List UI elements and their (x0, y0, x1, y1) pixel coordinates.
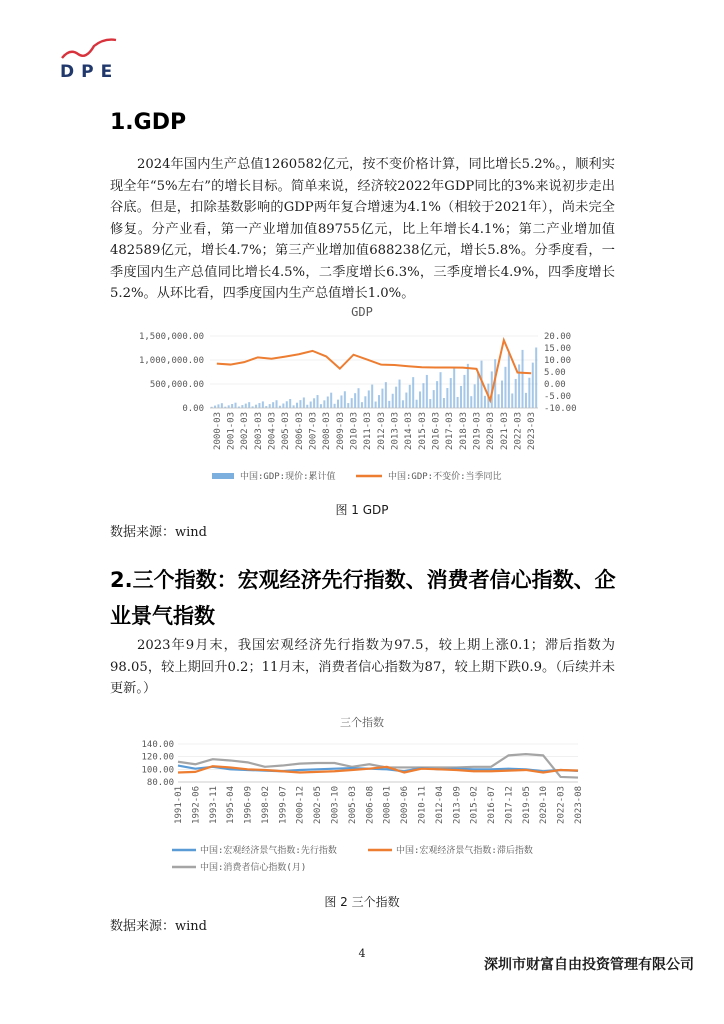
gdp-bar (484, 396, 486, 408)
gdp-bar (511, 393, 513, 408)
gdp-bar (477, 372, 479, 408)
index-series-line (178, 754, 578, 777)
gdp-bar (217, 404, 219, 408)
x-tick-label: 2003-10 (330, 786, 341, 824)
legend-label-consumer: 中国:消费者信心指数(月) (200, 863, 307, 873)
figure-1-caption: 图 1 GDP (335, 503, 389, 517)
gdp-bar (436, 381, 438, 408)
legend-label-lagging: 中国:宏观经济景气指数:滞后指数 (396, 846, 533, 856)
gdp-bar (296, 403, 298, 408)
gdp-bar (378, 395, 380, 408)
gdp-bar (289, 399, 291, 408)
figure-2-caption: 图 2 三个指数 (324, 895, 400, 909)
gdp-bar (474, 384, 476, 408)
logo-text: DPE (60, 62, 120, 82)
x-tick-label: 1999-07 (278, 786, 289, 824)
gdp-bar (501, 381, 503, 408)
y-right-tick-label: 10.00 (544, 356, 572, 366)
y-left-tick-label: 1,500,000.00 (138, 332, 204, 342)
gdp-chart (110, 298, 615, 496)
indices-chart-title: 三个指数 (340, 716, 384, 729)
gdp-bar (231, 404, 233, 408)
x-tick-label: 2023-03 (527, 412, 538, 450)
x-tick-label: 2009-06 (400, 786, 411, 824)
gdp-bar (371, 385, 373, 408)
gdp-bar (323, 400, 325, 408)
x-tick-label: 2006-08 (365, 786, 376, 824)
gdp-bar (388, 401, 390, 408)
gdp-bar (248, 402, 250, 408)
gdp-bar (282, 404, 284, 408)
gdp-bar (498, 394, 500, 408)
y-left-tick-label: 500,000.00 (149, 380, 204, 390)
gdp-bar (518, 364, 520, 408)
gdp-bar (306, 405, 308, 408)
x-tick-label: 1993-11 (208, 786, 219, 824)
gdp-bar (340, 395, 342, 408)
x-tick-label: 2016-07 (487, 786, 498, 824)
x-tick-label: 2012-03 (376, 412, 387, 450)
gdp-bar (508, 353, 510, 408)
gdp-bar (463, 375, 465, 408)
gdp-bar (358, 388, 360, 408)
gdp-bar (303, 397, 305, 408)
page-number: 4 (358, 947, 366, 960)
x-tick-label: 1996-09 (243, 786, 254, 824)
y-right-tick-label: -5.00 (544, 392, 572, 402)
gdp-bar (330, 393, 332, 408)
x-tick-label: 2015-03 (417, 412, 428, 450)
legend-label-leading: 中国:宏观经济景气指数:先行指数 (200, 846, 337, 856)
x-tick-label: 1995-04 (226, 786, 237, 824)
gdp-bar (269, 404, 271, 408)
gdp-bar (535, 347, 537, 408)
footer-company-name: 深圳市财富自由投资管理有限公司 (484, 957, 694, 973)
y-tick-label: 140.00 (141, 740, 174, 750)
gdp-bar (399, 380, 401, 408)
x-tick-label: 2005-03 (281, 412, 292, 450)
gdp-bar (368, 390, 370, 408)
y-tick-label: 120.00 (141, 752, 174, 763)
x-tick-label: 2008-03 (322, 412, 333, 450)
x-tick-label: 2014-03 (404, 412, 415, 450)
gdp-bar (235, 403, 237, 408)
figure-2-source: 数据来源：wind (110, 919, 207, 934)
gdp-bar (433, 390, 435, 408)
gdp-bar (429, 399, 431, 408)
gdp-bar (347, 403, 349, 408)
gdp-bar (467, 364, 469, 408)
x-tick-label: 2000-12 (295, 786, 306, 824)
gdp-bar (392, 394, 394, 408)
y-tick-label: 80.00 (146, 778, 174, 788)
gdp-bar (262, 401, 264, 408)
gdp-bar (317, 395, 319, 408)
y-right-tick-label: 5.00 (544, 368, 566, 378)
gdp-bar (272, 402, 274, 408)
x-tick-label: 1998-02 (260, 786, 271, 824)
y-right-tick-label: 20.00 (544, 332, 572, 342)
x-tick-label: 2002-05 (313, 786, 324, 824)
gdp-bar (460, 386, 462, 408)
gdp-bar (255, 405, 257, 408)
gdp-bar (221, 403, 223, 408)
x-tick-label: 2013-09 (452, 786, 463, 824)
gdp-paragraph-text: 2024年国内生产总值1260582亿元，按不变价格计算，同比增长5.2%。，顺利实现全年“5%左右”的增长目标。简单来说，经济较2022年GDP同比的3%来说初步走出谷底。但是，扣除基数影响的GDP两年复合增速为4.1%（相较于2021年），尚未完全修复。分产业看，第一产业增加值89755亿元，比上年增长4.1%；第二产业增加值482589亿元，增长4.7%；第三产业增加值688238亿元，增长5.8%。分季度看，一季度国内生产总值同比增长4.5%，二季度增长6.3%，三季度增长4.9%，四季度增长 5.2%。从环比看，四季度国内生产总值增长1.0%。 (110, 157, 615, 301)
gdp-bar (450, 378, 452, 408)
x-tick-label: 2004-03 (267, 412, 278, 450)
x-tick-label: 2007-03 (308, 412, 319, 450)
gdp-bar (470, 396, 472, 408)
section-heading-indices: 2.三个指数：宏观经济先行指数、消费者信心指数、企业景气指数 (110, 568, 616, 628)
gdp-bar (443, 398, 445, 408)
indices-paragraph-text: 2023年9月末，我国宏观经济先行指数为97.5，较上期上涨0.1；滞后指数为98.05，较上期回升0.2；11月末，消费者信心指数为87，较上期下跌0.9。（后续并未更新。） (110, 638, 615, 696)
y-tick-label: 100.00 (141, 765, 174, 776)
gdp-bar (354, 393, 356, 408)
x-tick-label: 2002-03 (240, 412, 251, 450)
x-tick-label: 2015-02 (469, 786, 480, 824)
gdp-growth-line (217, 340, 531, 400)
x-tick-label: 2011-03 (363, 412, 374, 450)
x-tick-label: 2019-03 (472, 412, 483, 450)
gdp-bar (457, 397, 459, 408)
gdp-chart-title: GDP (351, 305, 373, 319)
legend-label-bars: 中国:GDP:现价:累计值 (240, 472, 336, 482)
x-tick-label: 2013-03 (390, 412, 401, 450)
gdp-bar (310, 402, 312, 408)
gdp-paragraph (110, 154, 615, 305)
gdp-bar (409, 385, 411, 408)
y-left-tick-label: 0.00 (182, 404, 204, 414)
gdp-bar (416, 400, 418, 408)
x-tick-label: 2020-03 (486, 412, 497, 450)
x-tick-label: 2010-03 (349, 412, 360, 450)
gdp-bar (395, 387, 397, 408)
gdp-bar (241, 405, 243, 408)
gdp-bar (320, 404, 322, 408)
x-tick-label: 2022-03 (513, 412, 524, 450)
gdp-bar (515, 379, 517, 408)
gdp-bar (351, 398, 353, 408)
x-tick-label: 2012-04 (434, 786, 445, 824)
gdp-bar (286, 401, 288, 408)
gdp-bar (258, 403, 260, 408)
x-tick-label: 2020-10 (539, 786, 550, 824)
x-tick-label: 2009-03 (335, 412, 346, 450)
indices-paragraph (110, 635, 615, 700)
gdp-bar (245, 404, 247, 408)
gdp-bar (276, 400, 278, 408)
gdp-bar (361, 402, 363, 408)
x-tick-label: 1991-01 (174, 786, 184, 824)
x-tick-label: 2006-03 (294, 412, 305, 450)
y-left-tick-label: 1,000,000.00 (138, 356, 204, 366)
x-tick-label: 2022-03 (556, 786, 567, 824)
section-heading-gdp: 1.GDP (110, 110, 187, 135)
legend-swatch-bars (212, 473, 234, 479)
gdp-bar (440, 372, 442, 408)
gdp-bar (327, 397, 329, 408)
gdp-bar (334, 404, 336, 408)
gdp-bar (419, 391, 421, 408)
legend-label-line: 中国:GDP:不变价:当季同比 (388, 472, 502, 482)
x-tick-label: 2017-12 (504, 786, 515, 824)
x-tick-label: 2023-08 (574, 786, 584, 824)
x-tick-label: 2008-01 (382, 786, 393, 824)
gdp-bar (299, 400, 301, 408)
figure-1-source: 数据来源：wind (110, 525, 207, 540)
y-right-tick-label: -10.00 (544, 404, 577, 414)
gdp-bar (504, 367, 506, 408)
gdp-bar (446, 388, 448, 408)
gdp-bar (528, 378, 530, 408)
gdp-bar (313, 398, 315, 408)
x-tick-label: 2017-03 (445, 412, 456, 450)
x-tick-label: 2010-11 (417, 786, 428, 824)
x-tick-label: 2021-03 (499, 412, 510, 450)
gdp-bar (532, 363, 534, 408)
x-tick-label: 2001-03 (226, 412, 237, 450)
gdp-bar (405, 393, 407, 408)
x-tick-label: 2000-03 (212, 412, 223, 450)
gdp-bar (385, 382, 387, 408)
indices-chart (110, 710, 615, 886)
gdp-bar (364, 396, 366, 408)
x-tick-label: 2018-03 (458, 412, 469, 450)
gdp-bar (381, 389, 383, 408)
gdp-bar (453, 368, 455, 408)
x-tick-label: 2005-03 (347, 786, 358, 824)
x-tick-label: 2019-05 (521, 786, 532, 824)
gdp-bar (426, 375, 428, 408)
gdp-bar (402, 400, 404, 408)
gdp-bar (337, 400, 339, 408)
x-tick-label: 2003-03 (253, 412, 264, 450)
gdp-bar (375, 402, 377, 408)
gdp-bar (422, 383, 424, 408)
gdp-bar (412, 377, 414, 408)
x-tick-label: 2016-03 (431, 412, 442, 450)
x-tick-label: 1992-06 (191, 786, 202, 824)
gdp-bar (525, 393, 527, 408)
y-right-tick-label: 15.00 (544, 344, 572, 354)
y-right-tick-label: 0.00 (544, 380, 566, 390)
gdp-bar (522, 350, 524, 408)
gdp-bar (344, 391, 346, 408)
